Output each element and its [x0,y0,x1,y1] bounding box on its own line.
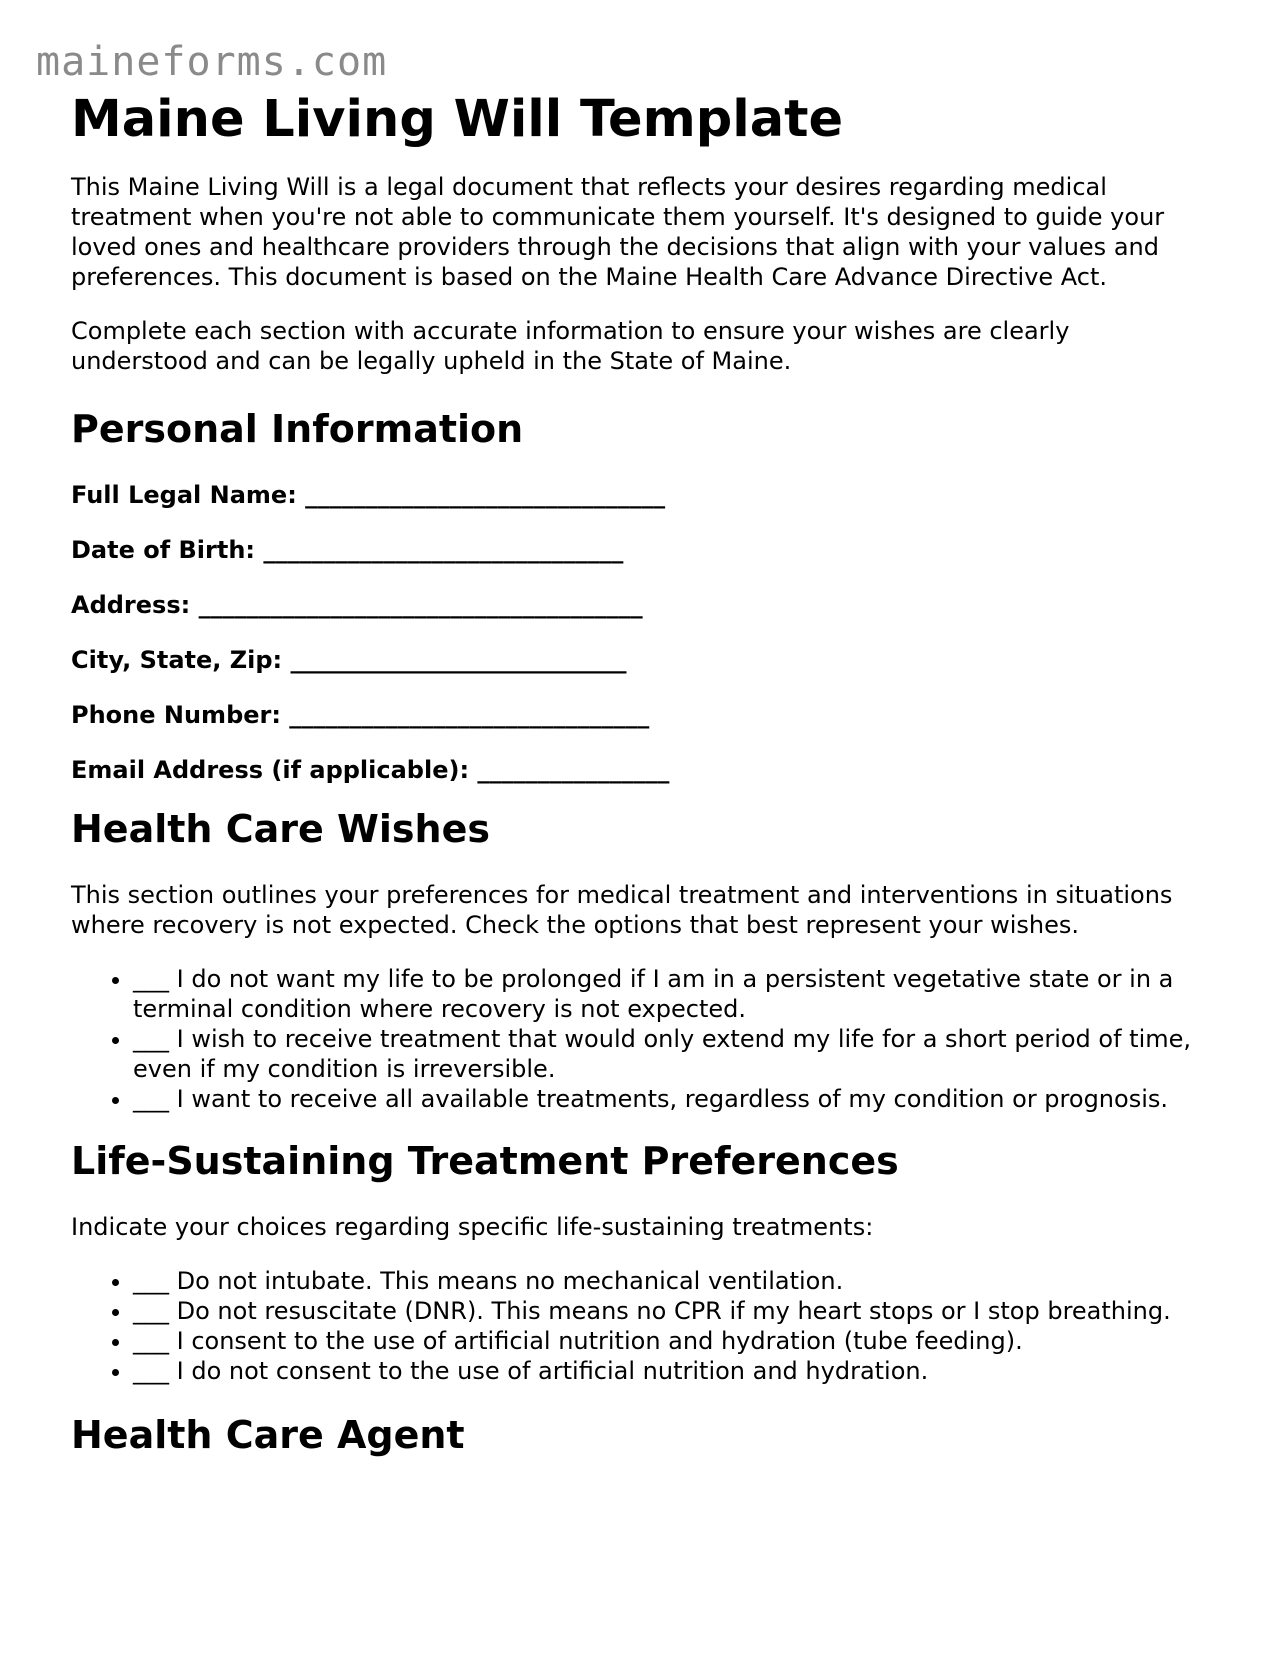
date-of-birth-field[interactable]: Date of Birth: ______________________________ [71,536,624,564]
health-care-wishes-intro: This section outlines your preferences for medical treatment and interventions in situations where recovery is not expected. Check the options that best represent your wishes. [71,881,1173,939]
life-sustaining-options [71,1266,1211,1386]
email-address-field[interactable]: Email Address (if applicable): ________________ [71,756,670,784]
treatment-option[interactable]: • ___ Do not intubate. This means no mechanical ventilation. [133,1266,1211,1296]
section-heading-life-sustaining-treatment: Life-Sustaining Treatment Preferences [71,1139,899,1183]
section-heading-health-care-wishes: Health Care Wishes [71,807,490,851]
phone-number-field[interactable]: Phone Number: ______________________________ [71,701,650,729]
health-care-wishes-options [71,964,1211,1114]
wish-option[interactable]: • ___ I do not want my life to be prolonged if I am in a persistent vegetative state or in a terminal condition where recovery is not expected. [133,964,1211,1024]
treatment-option[interactable]: • ___ I do not consent to the use of artificial nutrition and hydration. [133,1356,1211,1386]
wish-option[interactable]: • ___ I wish to receive treatment that would only extend my life for a short period of time, even if my condition is irreversible. [133,1024,1211,1084]
intro-paragraph: This Maine Living Will is a legal document that reflects your desires regarding medical treatment when you're not able to communicate them yourself. It's designed to guide your loved ones and healthcare providers through the decisions that align with your values and preferences. This document is based on the Maine Health Care Advance Directive Act. [71,173,1165,291]
document-body [71,88,1211,1458]
section-heading-personal-information: Personal Information [71,407,524,451]
city-state-zip-field[interactable]: City, State, Zip: ____________________________ [71,646,627,674]
intro-paragraph: Complete each section with accurate information to ensure your wishes are clearly understood and can be legally upheld in the State of Maine. [71,317,1070,375]
wish-option[interactable]: • ___ I want to receive all available treatments, regardless of my condition or prognosis. [133,1084,1211,1114]
address-field[interactable]: Address: _____________________________________ [71,591,643,619]
site-watermark: maineforms.com [36,39,388,85]
treatment-option[interactable]: • ___ I consent to the use of artificial nutrition and hydration (tube feeding). [133,1326,1211,1356]
full-legal-name-field[interactable]: Full Legal Name: ______________________________ [71,481,666,509]
page-title: Maine Living Will Template [71,90,844,149]
life-sustaining-intro: Indicate your choices regarding specific life-sustaining treatments: [71,1213,874,1241]
section-heading-health-care-agent: Health Care Agent [71,1413,465,1457]
personal-information-fields [71,480,1211,785]
treatment-option[interactable]: • ___ Do not resuscitate (DNR). This means no CPR if my heart stops or I stop breathing. [133,1296,1211,1326]
